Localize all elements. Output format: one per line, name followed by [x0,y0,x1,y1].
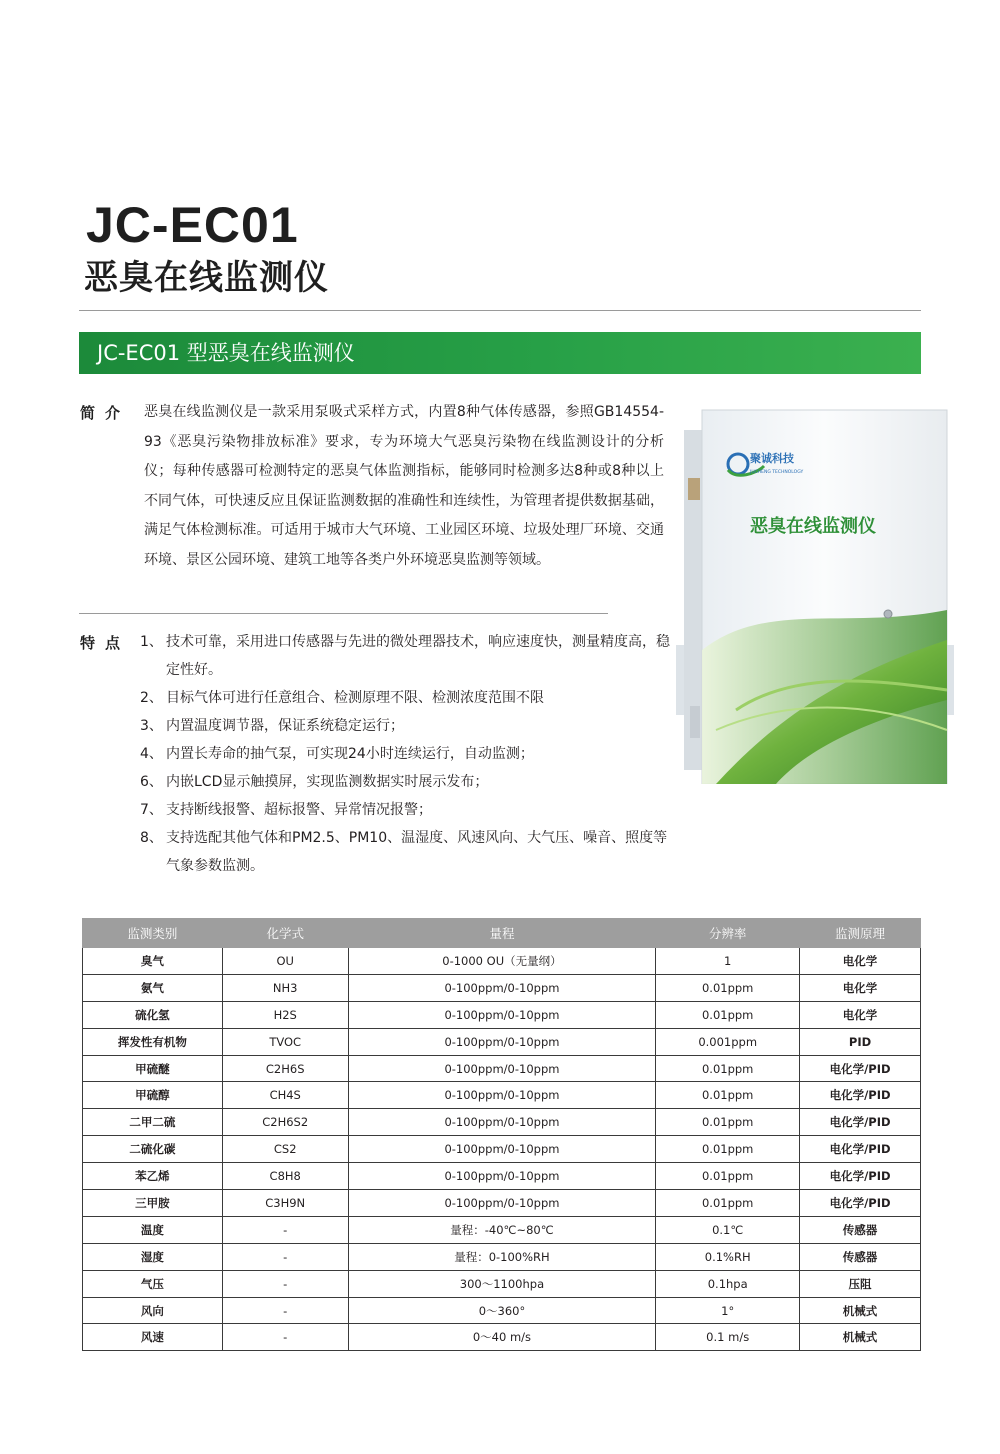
table-cell: 1 [656,948,800,975]
table-cell: 电化学 [800,974,921,1001]
section-banner: JC-EC01 型恶臭在线监测仪 [79,332,921,374]
table-cell: 0.01ppm [656,1082,800,1109]
table-cell: 甲硫醇 [83,1082,223,1109]
table-row [83,1163,921,1190]
feature-item [140,628,670,684]
table-cell: 机械式 [800,1324,921,1351]
product-model: JC-EC01 [86,197,299,253]
table-cell: 0.01ppm [656,1055,800,1082]
table-cell: C8H8 [222,1163,348,1190]
table-cell: 电化学/PID [800,1109,921,1136]
table-cell: 0.1%RH [656,1243,800,1270]
table-cell: 0.1℃ [656,1216,800,1243]
table-cell: 臭气 [83,948,223,975]
feature-text: 技术可靠，采用进口传感器与先进的微处理器技术，响应速度快，测量精度高，稳定性好。 [166,634,670,678]
device-logo-sub: JUCHENG TECHNOLOGY [750,470,804,475]
features-list [140,628,670,880]
table-cell: 传感器 [800,1216,921,1243]
divider [79,613,608,614]
feature-number: 1、 [140,634,163,650]
table-row [83,1190,921,1217]
table-cell: 0.01ppm [656,1190,800,1217]
table-cell: 挥发性有机物 [83,1028,223,1055]
table-cell: C3H9N [222,1190,348,1217]
table-cell: 0～40 m/s [348,1324,656,1351]
table-header-cell: 量程 [348,919,656,948]
feature-text: 支持断线报警、超标报警、异常情况报警； [166,802,432,818]
table-cell: OU [222,948,348,975]
feature-number: 6、 [140,774,163,790]
table-cell: - [222,1270,348,1297]
table-row [83,1028,921,1055]
table-cell: 三甲胺 [83,1190,223,1217]
table-cell: 电化学 [800,1001,921,1028]
feature-item [140,824,670,880]
device-label: 恶臭在线监测仪 [750,516,876,537]
table-cell: 电化学 [800,948,921,975]
table-row [83,1270,921,1297]
product-name: 恶臭在线监测仪 [84,258,329,298]
table-cell: 风向 [83,1297,223,1324]
table-cell: 0-100ppm/0-10ppm [348,1028,656,1055]
device-image [676,400,954,784]
table-cell: 0.01ppm [656,1163,800,1190]
table-cell: 0-100ppm/0-10ppm [348,1082,656,1109]
table-cell: 电化学/PID [800,1082,921,1109]
table-cell: - [222,1216,348,1243]
table-row [83,948,921,975]
table-cell: 机械式 [800,1297,921,1324]
table-cell: 0.01ppm [656,1136,800,1163]
table-cell: NH3 [222,974,348,1001]
table-cell: 0.1hpa [656,1270,800,1297]
feature-number: 3、 [140,718,163,734]
table-cell: 0～360° [348,1297,656,1324]
table-cell: 二甲二硫 [83,1109,223,1136]
feature-item [140,796,670,824]
feature-text: 内置温度调节器，保证系统稳定运行； [166,718,404,734]
spec-table [82,918,921,1351]
table-cell: 电化学/PID [800,1136,921,1163]
table-cell: 0.1 m/s [656,1324,800,1351]
table-cell: 0-1000 OU（无量纲） [348,948,656,975]
table-row [83,1136,921,1163]
table-cell: 0-100ppm/0-10ppm [348,1190,656,1217]
table-cell: 0-100ppm/0-10ppm [348,974,656,1001]
table-row [83,974,921,1001]
table-cell: 1° [656,1297,800,1324]
table-header-cell: 分辨率 [656,919,800,948]
table-row [83,1324,921,1351]
table-header-cell: 监测类别 [83,919,223,948]
table-cell: 0.01ppm [656,974,800,1001]
table-cell: 湿度 [83,1243,223,1270]
table-cell: 苯乙烯 [83,1163,223,1190]
table-cell: 电化学/PID [800,1190,921,1217]
table-cell: PID [800,1028,921,1055]
feature-number: 8、 [140,830,163,846]
table-header-cell: 化学式 [222,919,348,948]
table-cell: 气压 [83,1270,223,1297]
table-cell: 0-100ppm/0-10ppm [348,1163,656,1190]
table-cell: - [222,1243,348,1270]
table-cell: 0.01ppm [656,1001,800,1028]
table-row [83,1109,921,1136]
intro-label: 简介 [80,404,131,422]
feature-number: 7、 [140,802,163,818]
table-cell: 0-100ppm/0-10ppm [348,1001,656,1028]
table-cell: 传感器 [800,1243,921,1270]
feature-item [140,712,670,740]
feature-text: 内嵌LCD显示触摸屏，实现监测数据实时展示发布； [166,774,489,790]
table-row [83,1297,921,1324]
table-row [83,1001,921,1028]
table-cell: 温度 [83,1216,223,1243]
table-cell: 风速 [83,1324,223,1351]
table-cell: 0-100ppm/0-10ppm [348,1055,656,1082]
table-row [83,1216,921,1243]
table-cell: 量程：-40℃~80℃ [348,1216,656,1243]
feature-number: 2、 [140,690,163,706]
table-cell: C2H6S [222,1055,348,1082]
table-cell: C2H6S2 [222,1109,348,1136]
feature-text: 目标气体可进行任意组合、检测原理不限、检测浓度范围不限 [166,690,544,706]
table-cell: 硫化氢 [83,1001,223,1028]
table-row [83,1055,921,1082]
table-cell: 电化学/PID [800,1055,921,1082]
feature-item [140,740,670,768]
table-cell: 0-100ppm/0-10ppm [348,1109,656,1136]
table-cell: - [222,1324,348,1351]
table-cell: 压阻 [800,1270,921,1297]
feature-number: 4、 [140,746,163,762]
table-cell: 氨气 [83,974,223,1001]
table-cell: 电化学/PID [800,1163,921,1190]
table-row [83,1243,921,1270]
table-cell: 甲硫醚 [83,1055,223,1082]
table-header-row [83,919,921,948]
table-cell: H2S [222,1001,348,1028]
intro-text: 恶臭在线监测仪是一款采用泵吸式采样方式，内置8种气体传感器，参照GB14554-93《恶臭污染物排放标准》要求，专为环境大气恶臭污染物在线监测设计的分析仪；每种传感器可检测特定的恶臭气体监测指标，能够同时检测多达8种或8种以上不同气体，可快速反应且保证监测数据的准确性和连续性，为管理者提供数据基础，满足气体检测标准。可适用于城市大气环境、工业园区环境、垃圾处理厂环境、交通环境、景区公园环境、建筑工地等各类户外环境恶臭监测等领域。 [144,404,664,568]
table-cell: 0.001ppm [656,1028,800,1055]
table-cell: 0-100ppm/0-10ppm [348,1136,656,1163]
table-cell: CH4S [222,1082,348,1109]
table-header-cell: 监测原理 [800,919,921,948]
feature-text: 支持选配其他气体和PM2.5、PM10、温湿度、风速风向、大气压、噪音、照度等气象参数监测。 [166,830,668,874]
divider [79,310,921,311]
table-cell: CS2 [222,1136,348,1163]
table-cell: - [222,1297,348,1324]
feature-item [140,768,670,796]
table-cell: 二硫化碳 [83,1136,223,1163]
features-label: 特点 [80,634,131,652]
device-logo: 聚诚科技 [750,452,794,465]
feature-text: 内置长寿命的抽气泵，可实现24小时连续运行，自动监测； [166,746,534,762]
feature-item [140,684,670,712]
table-cell: 量程：0-100%RH [348,1243,656,1270]
table-cell: TVOC [222,1028,348,1055]
table-row [83,1082,921,1109]
table-cell: 300～1100hpa [348,1270,656,1297]
table-cell: 0.01ppm [656,1109,800,1136]
